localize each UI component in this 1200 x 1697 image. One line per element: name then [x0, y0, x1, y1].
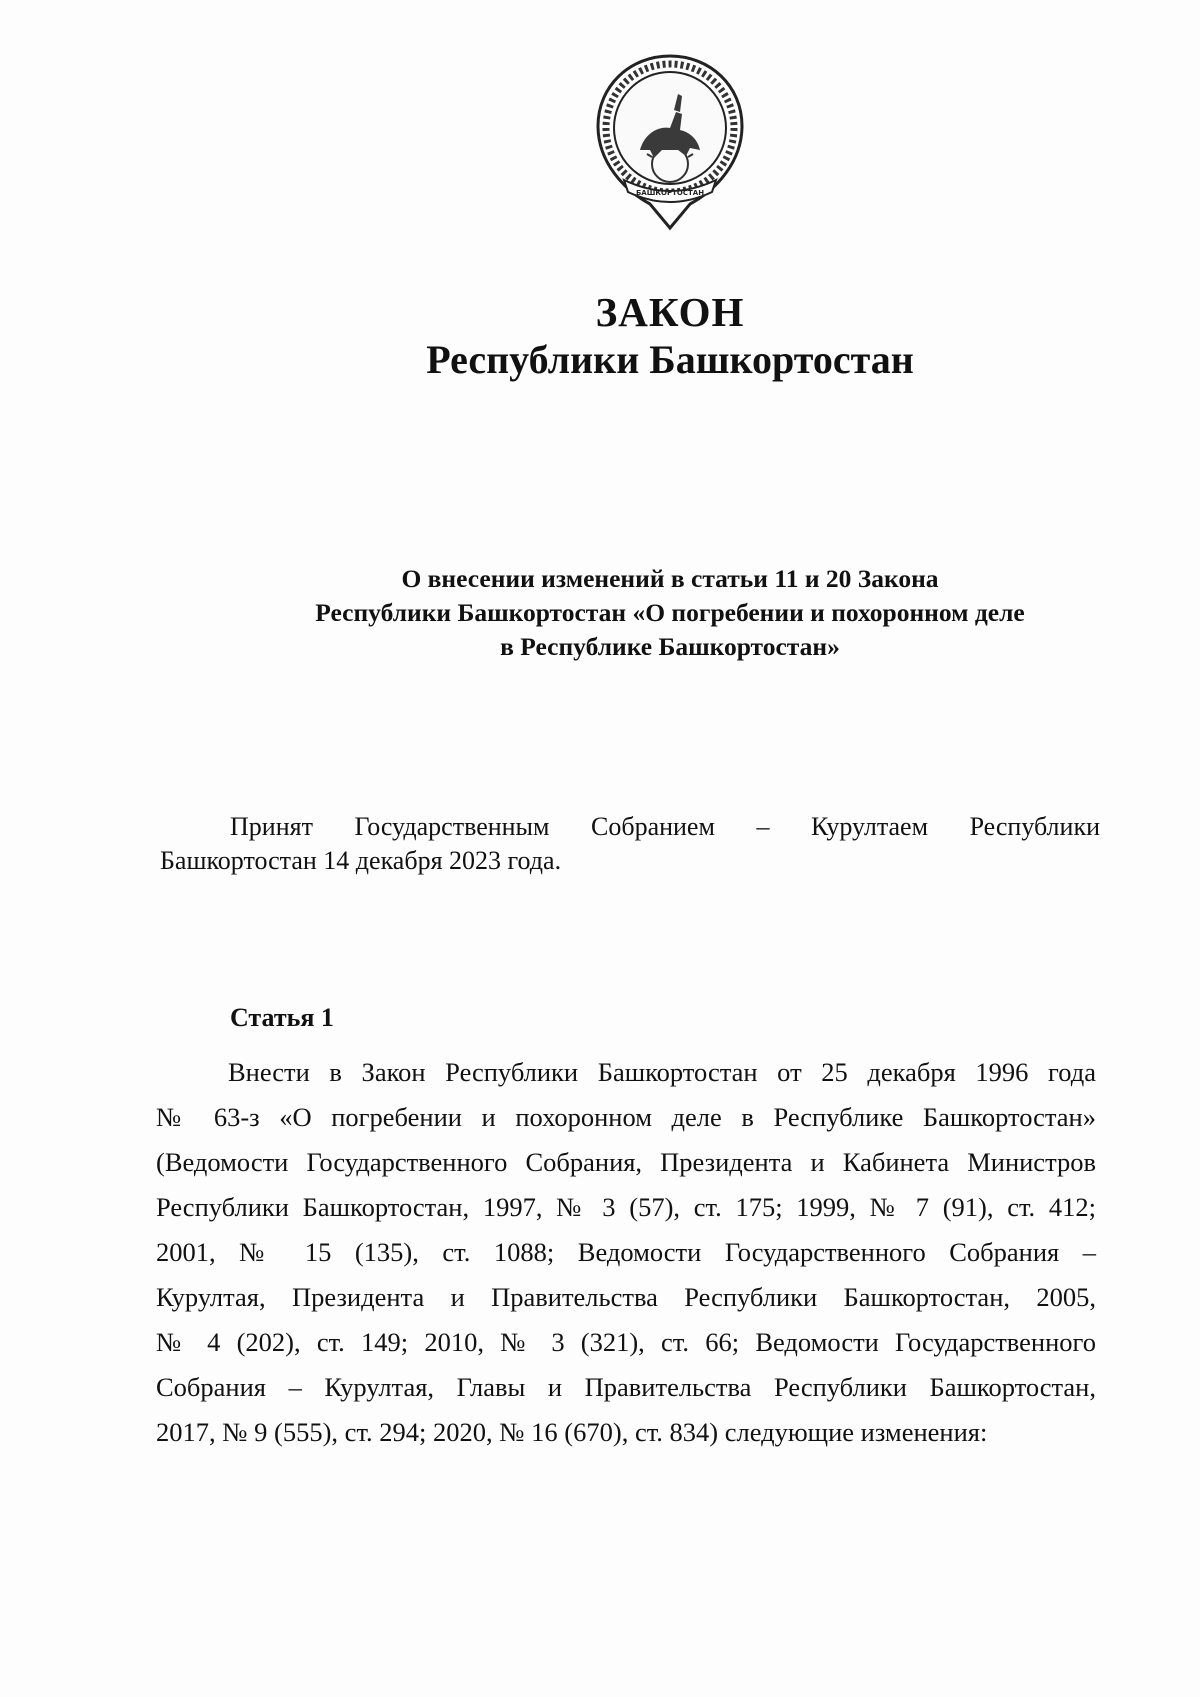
article-body	[156, 1050, 1096, 1455]
article-line: 2001, № 15 (135), ст. 1088; Ведомости Государственного Собрания –	[156, 1237, 1096, 1267]
article-line: № 4 (202), ст. 149; 2010, № 3 (321), ст. 66; Ведомости Государственного	[156, 1327, 1096, 1357]
emblem-ribbon-text: БАШКОРТОСТАН	[635, 189, 705, 197]
adoption-line: Принят Государственным Собранием – Курултаем Республики	[230, 812, 1100, 841]
law-heading-line: в Республике Башкортостан»	[500, 632, 840, 661]
article-line: 2017, № 9 (555), ст. 294; 2020, № 16 (670), ст. 834) следующие изменения:	[156, 1417, 988, 1447]
article-line: Курултая, Президента и Правительства Республики Башкортостан, 2005,	[156, 1282, 1096, 1312]
law-heading	[150, 562, 1190, 664]
article-line: (Ведомости Государственного Собрания, Президента и Кабинета Министров	[156, 1147, 1096, 1177]
document-subtitle: Республики Башкортостан	[426, 337, 914, 382]
article-line: Внести в Закон Республики Башкортостан от 25 декабря 1996 года	[228, 1057, 1096, 1087]
adoption-statement	[160, 810, 1100, 878]
document-title: ЗАКОН	[595, 289, 745, 335]
adoption-line: Башкортостан 14 декабря 2023 года.	[160, 846, 562, 875]
article-line: № 63-з «О погребении и похоронном деле в Республике Башкортостан»	[156, 1102, 1096, 1132]
law-heading-line: Республики Башкортостан «О погребении и похоронном деле	[315, 598, 1025, 627]
article-title: Статья 1	[230, 1003, 334, 1032]
article-line: Собрания – Курултая, Главы и Правительства Республики Башкортостан,	[156, 1372, 1096, 1402]
article-line: Республики Башкортостан, 1997, № 3 (57), ст. 175; 1999, № 7 (91), ст. 412;	[156, 1192, 1096, 1222]
bashkortostan-coat-of-arms-icon	[590, 52, 750, 232]
law-heading-line: О внесении изменений в статьи 11 и 20 Закона	[401, 564, 939, 593]
